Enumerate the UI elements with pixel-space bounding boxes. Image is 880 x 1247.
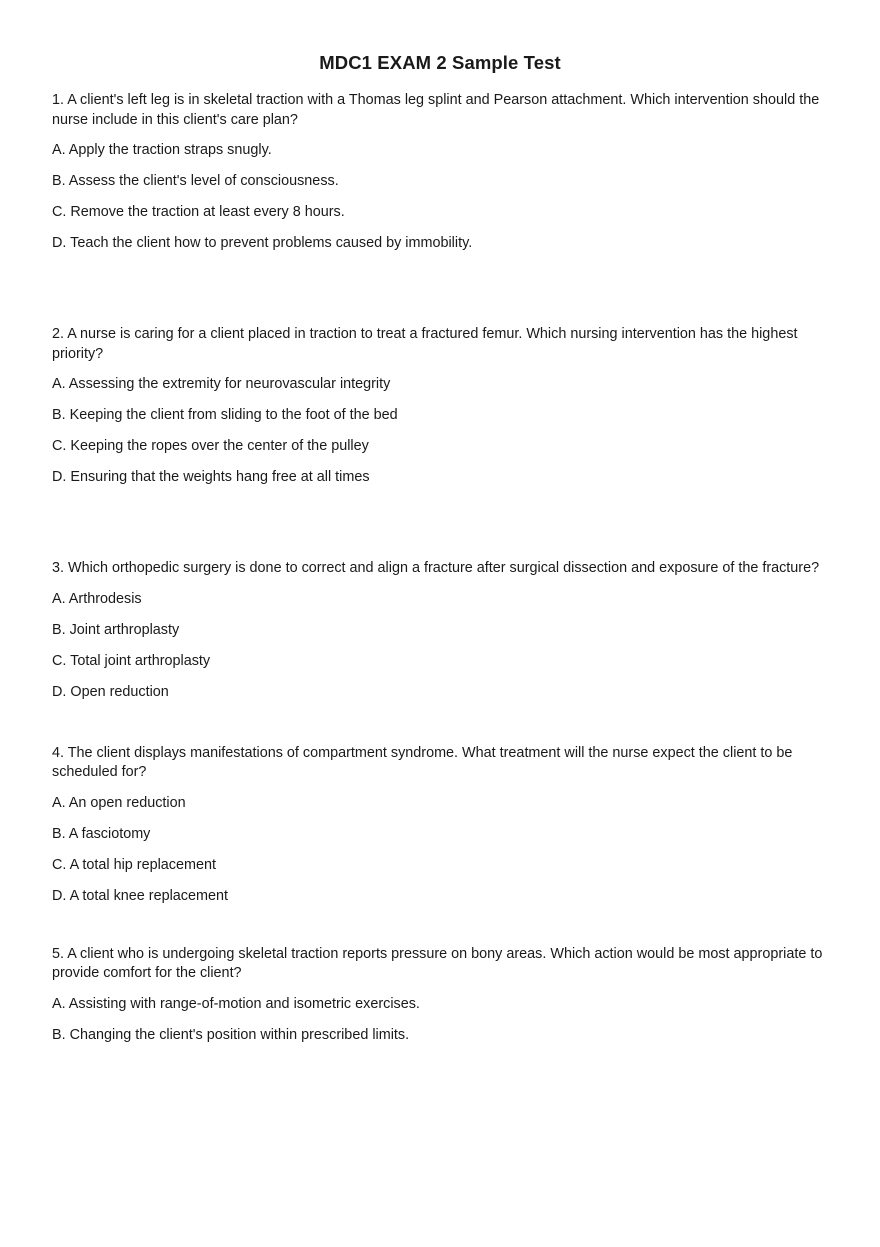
question-stem: 3. Which orthopedic surgery is done to correct and align a fracture after surgical dissection and exposure of the fracture? xyxy=(52,560,820,576)
answer-option: C. A total hip replacement xyxy=(52,856,216,873)
answer-option: A. Apply the traction straps snugly. xyxy=(52,142,272,158)
answer-option: B. Changing the client's position within prescribed limits. xyxy=(52,1026,410,1043)
answer-option: C. Remove the traction at least every 8 hours. xyxy=(52,204,345,220)
spacer xyxy=(52,918,828,945)
question-stem: 4. The client displays manifestations of compartment syndrome. What treatment will the nurse expect the client to be scheduled for? xyxy=(52,744,793,780)
answer-option: C. Total joint arthroplasty xyxy=(52,652,211,669)
answer-option: A. Arthrodesis xyxy=(52,590,142,607)
page-title: MDC1 EXAM 2 Sample Test xyxy=(319,52,561,73)
answer-option: A. Assisting with range-of-motion and isometric exercises. xyxy=(52,995,420,1012)
answer-option: D. Ensuring that the weights hang free at all times xyxy=(52,469,370,485)
question-2 xyxy=(52,325,828,488)
answer-option: B. Assess the client's level of consciousness. xyxy=(52,173,339,189)
answer-option: B. Joint arthroplasty xyxy=(52,621,180,638)
answer-option: D. A total knee replacement xyxy=(52,887,228,904)
question-1 xyxy=(52,91,828,254)
answer-option: A. Assessing the extremity for neurovascular integrity xyxy=(52,376,391,392)
spacer xyxy=(52,499,828,559)
spacer xyxy=(52,265,828,325)
question-5 xyxy=(52,945,828,1046)
answer-option: C. Keeping the ropes over the center of the pulley xyxy=(52,438,369,454)
spacer xyxy=(52,714,828,744)
answer-option: D. Open reduction xyxy=(52,683,169,700)
question-stem: 5. A client who is undergoing skeletal traction reports pressure on bony areas. Which action would be most appropriate to provide comfort for the client? xyxy=(52,945,823,981)
answer-option: B. A fasciotomy xyxy=(52,825,151,842)
question-4 xyxy=(52,744,828,907)
answer-option: A. An open reduction xyxy=(52,794,186,811)
answer-option: D. Teach the client how to prevent problems caused by immobility. xyxy=(52,235,473,251)
question-stem: 1. A client's left leg is in skeletal traction with a Thomas leg splint and Pearson attachment. Which intervention should the nurse include in this client's care plan? xyxy=(52,92,820,128)
question-stem: 2. A nurse is caring for a client placed in traction to treat a fractured femur. Which nursing intervention has the highest priority? xyxy=(52,326,798,362)
answer-option: B. Keeping the client from sliding to the foot of the bed xyxy=(52,407,398,423)
question-3 xyxy=(52,559,828,702)
